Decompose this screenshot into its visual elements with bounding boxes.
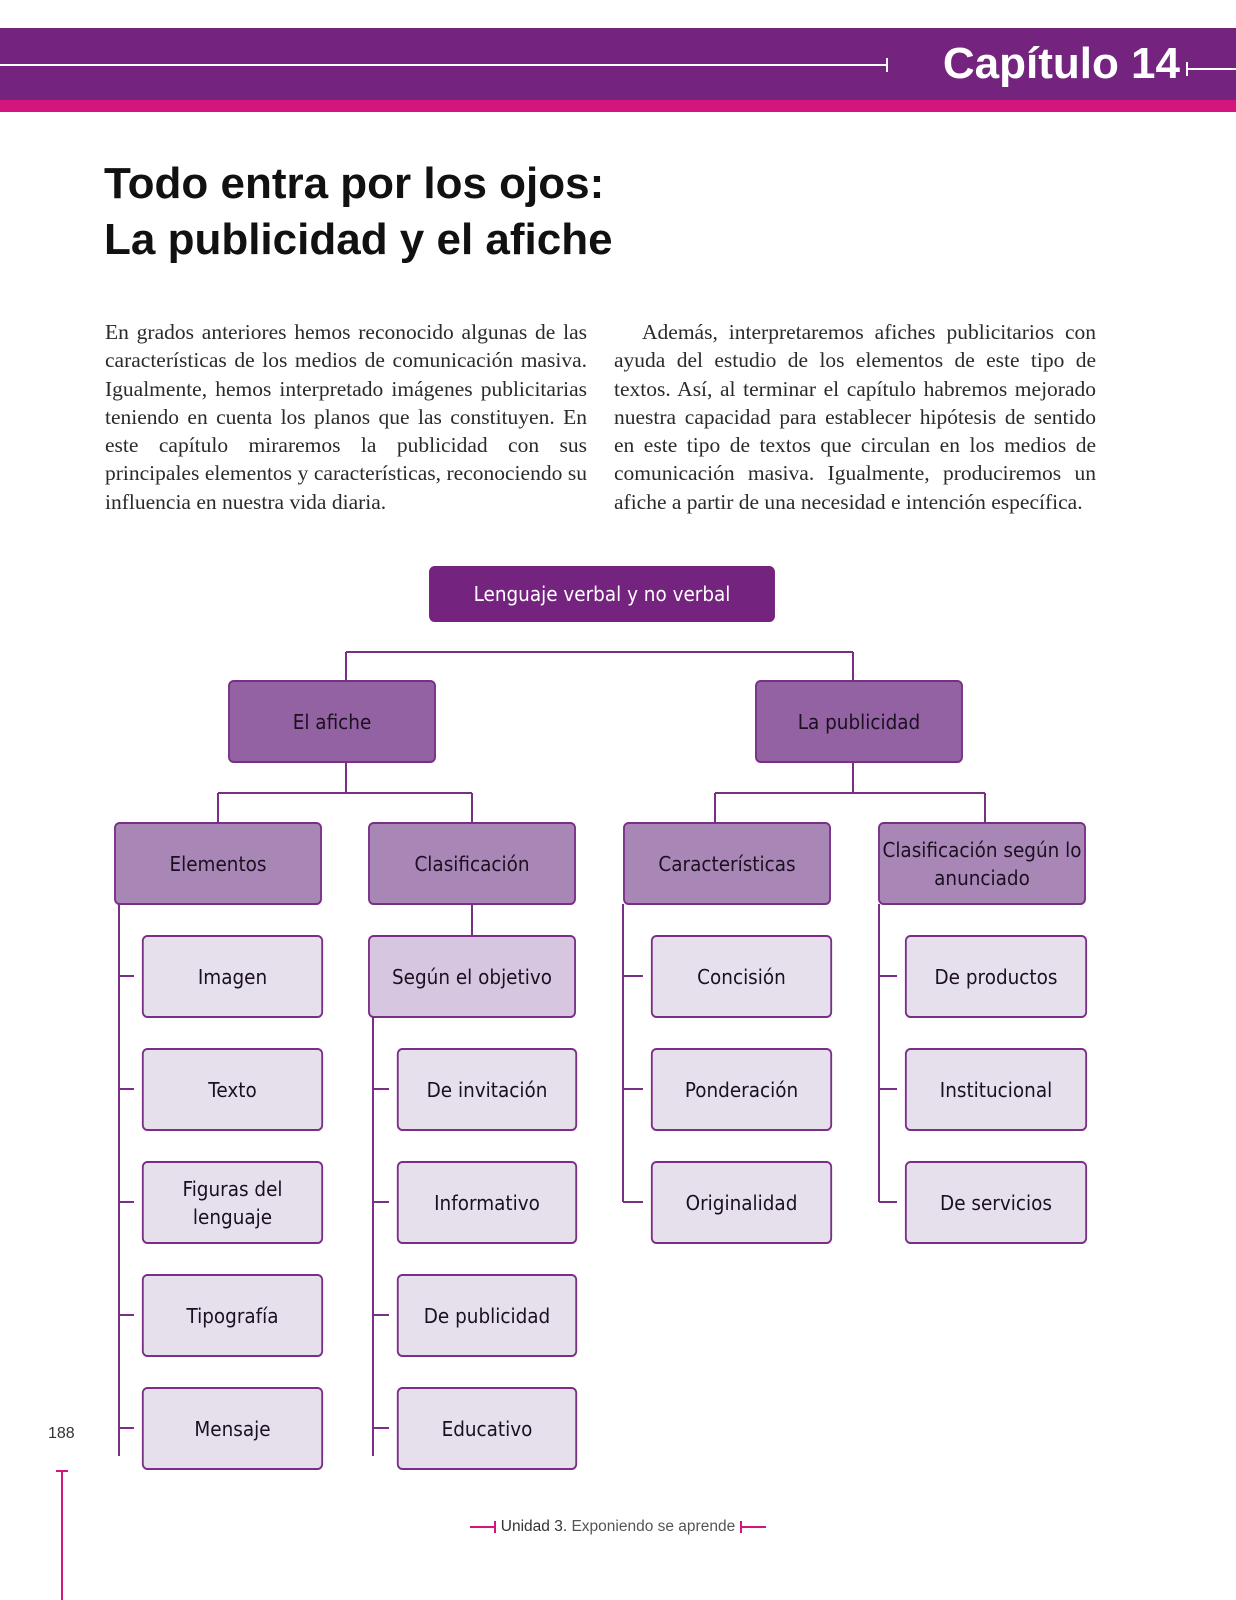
leaf-ponderacion-label: Ponderación bbox=[684, 1077, 799, 1102]
leaf-informativo-label: Informativo bbox=[434, 1190, 540, 1215]
footer-unit: Unidad 3. bbox=[500, 1518, 568, 1535]
node-root-label: Lenguaje verbal y no verbal bbox=[473, 582, 731, 606]
title-line-1: Todo entra por los ojos: bbox=[104, 159, 605, 208]
connector-root bbox=[346, 652, 853, 680]
chapter-label: Capítulo 14 bbox=[942, 39, 1180, 88]
node-clasificacion bbox=[368, 822, 576, 905]
node-segun-el-objetivo-label: Según el objetivo bbox=[392, 964, 552, 989]
leaf-originalidad bbox=[651, 1161, 832, 1244]
leaf-figuras-del-lenguaje bbox=[142, 1161, 323, 1244]
leaf-mensaje-label: Mensaje bbox=[194, 1416, 271, 1441]
leaf-institucional bbox=[905, 1048, 1087, 1131]
leaf-de-productos-label: De productos bbox=[934, 964, 1058, 989]
leaf-originalidad-label: Originalidad bbox=[685, 1190, 798, 1215]
connector-publicidad bbox=[715, 762, 985, 822]
footer bbox=[0, 1518, 1236, 1536]
leaf-mensaje bbox=[142, 1387, 323, 1470]
leaf-institucional-label: Institucional bbox=[939, 1077, 1053, 1102]
margin-rule bbox=[61, 1472, 63, 1600]
leaf-de-servicios bbox=[905, 1161, 1087, 1244]
node-caracteristicas bbox=[623, 822, 831, 905]
footer-unit-title: Exponiendo se aprende bbox=[571, 1518, 736, 1535]
leaf-tipografia bbox=[142, 1274, 323, 1357]
leaf-concision bbox=[651, 935, 832, 1018]
node-afiche bbox=[228, 680, 436, 763]
node-clasificacion-anunciado bbox=[878, 822, 1086, 905]
leaf-de-publicidad-label: De publicidad bbox=[423, 1303, 551, 1328]
leaf-texto bbox=[142, 1048, 323, 1131]
header-rule-right-tick bbox=[1186, 62, 1188, 76]
leaf-educativo bbox=[397, 1387, 577, 1470]
node-afiche-label: El afiche bbox=[292, 709, 372, 734]
node-root bbox=[429, 566, 775, 622]
leaf-imagen-label: Imagen bbox=[197, 964, 268, 989]
node-caracteristicas-label: Características bbox=[658, 851, 796, 876]
node-elementos-label: Elementos bbox=[169, 851, 267, 876]
leaf-de-invitacion bbox=[397, 1048, 577, 1131]
leaf-tipografia-label: Tipografía bbox=[186, 1303, 279, 1328]
leaf-figuras-label: Figuras del lenguaje bbox=[182, 1176, 283, 1229]
footer-rule-left bbox=[470, 1526, 496, 1528]
leaf-concision-label: Concisión bbox=[697, 964, 786, 989]
node-clasificacion-anunciado-label: Clasificación según lo anunciado bbox=[882, 837, 1082, 890]
intro-left-paragraph: En grados anteriores hemos reconocido algunas de las características de los medios de comunicación masiva. Igualmente, hemos interpretado imágenes publicitarias teniendo en cuenta los planos que las constituyen. En este capítulo miraremos la publicidad con sus principales elementos y características, reconociendo su influencia en nuestra vida diaria. bbox=[105, 320, 587, 514]
leaf-de-productos bbox=[905, 935, 1087, 1018]
leaf-de-invitacion-label: De invitación bbox=[426, 1077, 548, 1102]
page-number: 188 bbox=[48, 1425, 75, 1442]
leaf-ponderacion bbox=[651, 1048, 832, 1131]
intro-right-paragraph: Además, interpretaremos afiches publicitarios con ayuda del estudio de los elementos de este tipo de textos. Así, al terminar el capítulo habremos mejorado nuestra capacidad para establecer hipótesis de sentido en este tipo de textos que circulan en los medios de comunicación masiva. Igualmente, produciremos un afiche a partir de una necesidad e intención específica. bbox=[614, 320, 1096, 514]
header-rule-right bbox=[1186, 68, 1236, 70]
leaf-informativo bbox=[397, 1161, 577, 1244]
header-rule-left-tick bbox=[886, 58, 888, 72]
leaf-de-servicios-label: De servicios bbox=[940, 1190, 1052, 1215]
leaf-de-publicidad bbox=[397, 1274, 577, 1357]
title-line-2: La publicidad y el afiche bbox=[104, 215, 613, 264]
leaf-educativo-label: Educativo bbox=[441, 1416, 533, 1441]
header-rule-left bbox=[0, 64, 888, 66]
leaf-texto-label: Texto bbox=[208, 1077, 257, 1102]
node-clasificacion-label: Clasificación bbox=[414, 851, 530, 876]
node-segun-el-objetivo bbox=[368, 935, 576, 1018]
node-elementos bbox=[114, 822, 322, 905]
page-title bbox=[104, 156, 804, 268]
header-accent-stripe bbox=[0, 100, 1236, 112]
connector-afiche bbox=[218, 762, 472, 822]
footer-rule-right bbox=[740, 1526, 766, 1528]
leaf-imagen bbox=[142, 935, 323, 1018]
node-publicidad-label: La publicidad bbox=[797, 709, 921, 734]
node-publicidad bbox=[755, 680, 963, 763]
